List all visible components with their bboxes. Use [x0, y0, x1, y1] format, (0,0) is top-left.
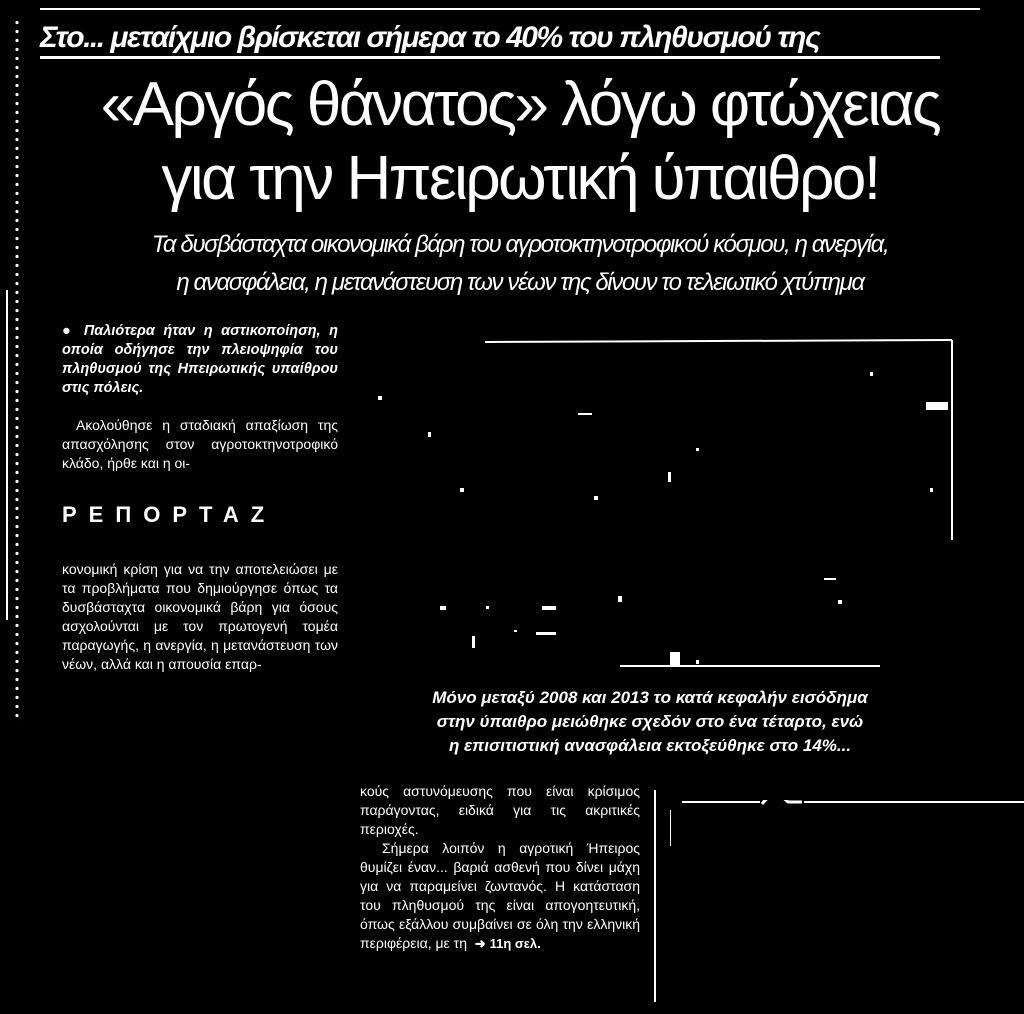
article-kicker: Στο... μεταίχμιο βρίσκεται σήμερα το 40% του πληθυσμού της [40, 21, 820, 54]
article-photo [340, 330, 960, 680]
arrow-right-icon: ➜ [474, 936, 486, 951]
subhead-line-1: Τα δυσβάσταχτα οικονομικά βάρη του αγροτοκτηνοτροφικού κόσμου, η ανεργία, [151, 231, 889, 258]
column-divider [654, 790, 656, 1002]
section-label: ΡΕΠΟΡΤΑΖ [62, 502, 277, 527]
continuation-page-ref: 11η σελ. [489, 936, 541, 951]
next-article-photo [670, 800, 1024, 1009]
next-photo-image [670, 800, 1024, 1009]
lead-paragraph [62, 322, 338, 398]
caption-line-3: η επισιτιστική ανασφάλεια εκτοξεύθηκε στο 14%... [448, 736, 852, 755]
column-2-paragraph-2 [360, 839, 640, 953]
column-1-text-a [62, 416, 338, 473]
top-rule [40, 8, 980, 10]
column-2-text [360, 782, 640, 953]
caption-line-2: στην ύπαιθρο μειώθηκε σχεδόν στο ένα τέταρτο, ενώ [436, 712, 864, 731]
lead-text: Παλιότερα ήταν η αστικοποίηση, η οποία οδήγησε την πλειοψηφία του πληθυσμού της Ηπειρωτικής υπαίθρου στις πόλεις. [62, 323, 338, 396]
left-margin-line [6, 290, 8, 620]
column-2-paragraph-1: κούς αστυνόμευσης που είναι κρίσιμος παράγοντας, ειδικά για τις ακριτικές περιοχές. [360, 783, 640, 837]
subhead-line-2: η ανασφάλεια, η μετανάστευση των νέων της δίνουν το τελειωτικό χτύπημα [176, 269, 864, 296]
headline-line-2: για την Ηπειρωτική ύπαιθρο! [161, 144, 879, 213]
article-headline [40, 68, 1000, 216]
photo-image [340, 330, 960, 680]
dotted-margin-rule [14, 18, 20, 723]
kicker-underline [40, 56, 940, 59]
article-subhead [60, 226, 980, 302]
headline-line-1: «Αργός θάνατος» λόγω φτώχειας [100, 70, 940, 139]
bullet-icon: ● [62, 323, 84, 339]
column-2-paragraph-2-text: Σήμερα λοιπόν η αγροτική Ήπειρος θυμίζει έναν... βαριά ασθενή που δίνει μάχη για να παραμείνει ζωντανός. Η κατάσταση του πληθυσμού της είναι απογοητευτική, όπως εξάλλου συμβαίνει σε όλη την ελληνική περιφέρεια, με τη [360, 840, 640, 951]
photo-caption [342, 686, 958, 758]
caption-line-1: Μόνο μεταξύ 2008 και 2013 το κατά κεφαλήν εισόδημα [432, 688, 868, 707]
column-1-paragraph-a: Ακολούθησε η σταδιακή απαξίωση της απασχόλησης στον αγροτοκτηνοτροφικό κλάδο, ήρθε και η οι- [62, 417, 338, 471]
column-1-text-b: κονομική κρίση για να την αποτελειώσει με τα προβλήματα που δημιούργησε όπως τα δυσβάσταχτα οικονομικά βάρη για όσους ασχολούνται με τον πρωτογενή τομέα παραγωγής, η ανεργία, η μετανάστευση των νέων, αλλά και η απουσία επαρ- [62, 561, 338, 672]
